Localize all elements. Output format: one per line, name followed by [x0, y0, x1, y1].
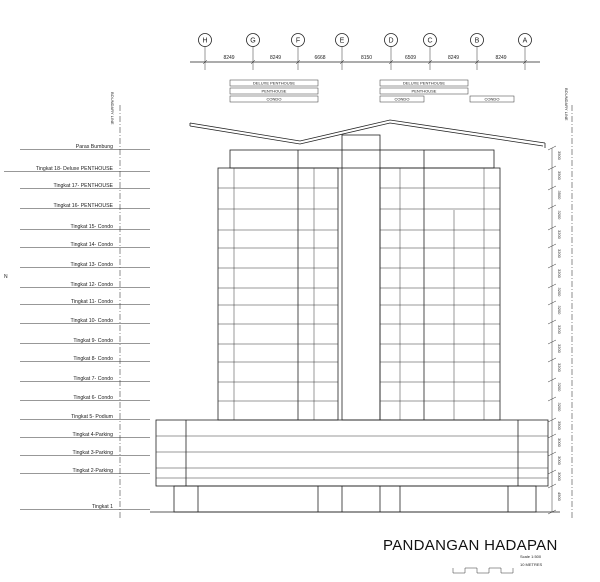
level-label: Tingkat 18- Deluxe PENTHOUSE: [35, 166, 113, 172]
level-label: Tingkat 2-Parking: [72, 468, 113, 474]
level-label: Tingkat 10- Condo: [70, 318, 113, 324]
level-label: Tingkat 17- PENTHOUSE: [53, 183, 113, 189]
boundary-label-left: BOUNDARY LINE: [110, 92, 115, 125]
level-dimension: 3500: [557, 421, 562, 430]
scale-bar: [453, 568, 513, 573]
level-dimension: 3200: [557, 287, 562, 297]
unit-schedule-right: [380, 80, 514, 102]
level-label: Tingkat 13- Condo: [70, 262, 113, 268]
grid-label-c: C: [427, 37, 433, 45]
level-dimension: 3200: [557, 363, 562, 372]
grid-label-a: A: [522, 37, 528, 45]
level-label: Tingkat 8- Condo: [73, 356, 113, 362]
unit-schedule-left: [230, 80, 318, 102]
grid-label-h: H: [202, 37, 208, 45]
grid-spacing-label: 8150: [360, 55, 373, 61]
title-block: [383, 537, 558, 573]
level-label: Tingkat 1: [91, 504, 113, 510]
unit-label-condo-right-b: CONDO: [484, 96, 500, 102]
unit-label-condo-left: CONDO: [266, 96, 282, 102]
level-label: Tingkat 4-Parking: [72, 432, 113, 438]
level-dimension: 3500: [557, 151, 562, 160]
podium-block: [156, 420, 548, 486]
level-dimension: 3200: [557, 344, 562, 353]
grid-label-b: B: [474, 37, 480, 45]
level-label: Tingkat 15- Condo: [70, 224, 113, 230]
column-grid: [190, 34, 540, 71]
scale-unit-label: 10 METRES: [520, 562, 543, 567]
north-mark: N: [4, 274, 8, 280]
level-label: Tingkat 3-Parking: [72, 450, 113, 456]
level-label: Paras Bumbung: [75, 144, 113, 150]
level-dimension: 3200: [557, 305, 562, 315]
level-dimension: 3200: [557, 249, 562, 258]
level-labels: [4, 144, 150, 510]
core-shaft: [342, 135, 380, 420]
level-dimension: 3000: [557, 472, 562, 481]
grid-spacing-label: 8249: [495, 55, 507, 61]
unit-label-penthouse-left: PENTHOUSE: [261, 88, 287, 94]
unit-label-penthouse-right: PENTHOUSE: [411, 88, 437, 94]
level-dimension: 3200: [557, 230, 562, 239]
building-elevation: [150, 120, 560, 512]
level-label: Tingkat 12- Condo: [70, 282, 113, 288]
level-label: Tingkat 11- Condo: [70, 299, 113, 305]
level-dimension: 3200: [557, 210, 562, 220]
level-dimension: 3000: [557, 438, 562, 447]
level-dimension: 3500: [557, 190, 562, 200]
unit-label-deluxe-penthouse-left: DELUXE PENTHOUSE: [252, 80, 296, 86]
unit-label-condo-right-a: CONDO: [394, 96, 410, 102]
scale-label: Scale 1:500: [520, 554, 542, 559]
drawing-title: PANDANGAN HADAPAN: [383, 537, 558, 554]
level-dimension: 3200: [557, 382, 562, 392]
grid-spacing-label: 6509: [404, 55, 417, 61]
level-label: Tingkat 6- Condo: [73, 395, 113, 401]
grid-label-g: G: [250, 37, 256, 45]
level-dimension: 4500: [557, 492, 562, 501]
level-dimension: 3200: [557, 325, 562, 334]
level-label: Tingkat 9- Condo: [73, 338, 113, 344]
roof-line: [190, 120, 545, 143]
boundary-label-right: BOUNDARY LINE: [564, 88, 569, 121]
level-label: Tingkat 5- Podium: [71, 414, 113, 420]
grid-label-f: F: [295, 37, 301, 45]
grid-label-d: D: [388, 37, 394, 45]
level-label: Tingkat 14- Condo: [70, 242, 113, 248]
grid-label-e: E: [339, 37, 345, 45]
level-dimension-chain: [548, 146, 562, 514]
ground-level: [174, 486, 536, 512]
level-label: Tingkat 16- PENTHOUSE: [53, 203, 113, 209]
grid-spacing-label: 8249: [447, 55, 460, 61]
roof-parapet: [230, 150, 494, 168]
level-dimension: 3200: [557, 402, 562, 412]
grid-spacing-label: 8249: [223, 55, 235, 61]
level-dimension: 3000: [557, 456, 562, 465]
level-dimension: 3500: [557, 171, 562, 180]
grid-spacing-label: 8249: [269, 55, 282, 61]
unit-label-deluxe-penthouse-right: DELUXE PENTHOUSE: [402, 80, 446, 86]
level-dimension: 3200: [557, 269, 562, 278]
grid-spacing-label: 6668: [314, 55, 326, 61]
level-label: Tingkat 7- Condo: [73, 376, 113, 382]
